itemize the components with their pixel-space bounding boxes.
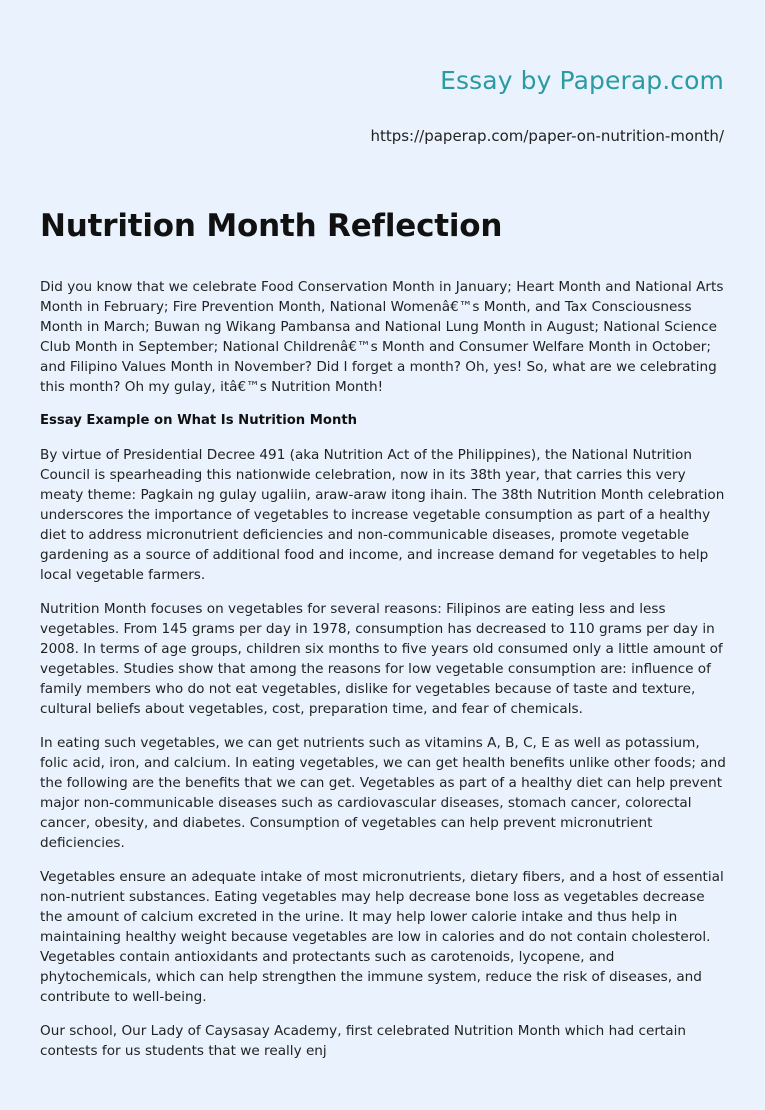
page-title: Nutrition Month Reflection xyxy=(40,208,503,244)
paragraph-reasons: Nutrition Month focuses on vegetables for several reasons: Filipinos are eating less and less vegetables. From 145 grams per day in 1978, consumption has decreased to 110 grams per day in 2008. In terms of age groups, children six months to five years old consumed only a little amount of vegetables. Studies show that among the reasons for low vegetable consumption are: influence of family members who do not eat vegetables, dislike for vegetables because of taste and texture, cultural beliefs about vegetables, cost, preparation time, and fear of chemicals. xyxy=(40,601,723,717)
source-url[interactable]: https://paperap.com/paper-on-nutrition-month/ xyxy=(370,127,724,145)
paragraph-intro: Did you know that we celebrate Food Conservation Month in January; Heart Month and National Arts Month in February; Fire Prevention Month, National Womenâ€™s Month, and Tax Consciousness Month in March; Buwan ng Wikang Pambansa and National Lung Month in August; National Science Club Month in September; National Childrenâ€™s Month and Consumer Welfare Month in October; and Filipino Values Month in November? Did I forget a month? Oh, yes! So, what are we celebrating this month? Oh my gulay, itâ€™s Nutrition Month! xyxy=(40,279,724,395)
section-subheading: Essay Example on What Is Nutrition Month xyxy=(40,413,358,428)
site-brand[interactable]: Essay by Paperap.com xyxy=(440,66,724,95)
paragraph-nutrients: In eating such vegetables, we can get nutrients such as vitamins A, B, C, E as well as potassium, folic acid, iron, and calcium. In eating vegetables, we can get health benefits unlike other foods; and the following are the benefits that we can get. Vegetables as part of a healthy diet can help prevent major non-communicable diseases such as cardiovascular diseases, stomach cancer, colorectal cancer, obesity, and diabetes. Consumption of vegetables can help prevent micronutrient deficiencies. xyxy=(40,735,726,851)
paragraph-school: Our school, Our Lady of Caysasay Academy, first celebrated Nutrition Month which had certain contests for us students that we really enj xyxy=(40,1023,686,1059)
paragraph-decree: By virtue of Presidential Decree 491 (aka Nutrition Act of the Philippines), the National Nutrition Council is spearheading this nationwide celebration, now in its 38th year, that carries this very meaty theme: Pagkain ng gulay ugaliin, araw-araw itong ihain. The 38th Nutrition Month celebration underscores the importance of vegetables to increase vegetable consumption as part of a healthy diet to address micronutrient deficiencies and non-communicable diseases, promote vegetable gardening as a source of additional food and income, and increase demand for vegetables to help local vegetable farmers. xyxy=(40,447,725,583)
paragraph-benefits: Vegetables ensure an adequate intake of most micronutrients, dietary fibers, and a host of essential non-nutrient substances. Eating vegetables may help decrease bone loss as vegetables decrease the amount of calcium excreted in the urine. It may help lower calorie intake and thus help in maintaining healthy weight because vegetables are low in calories and do not contain cholesterol. Vegetables contain antioxidants and protectants such as carotenoids, lycopene, and phytochemicals, which can help strengthen the immune system, reduce the risk of diseases, and contribute to well-being. xyxy=(40,869,724,1005)
article-body xyxy=(40,277,730,1075)
